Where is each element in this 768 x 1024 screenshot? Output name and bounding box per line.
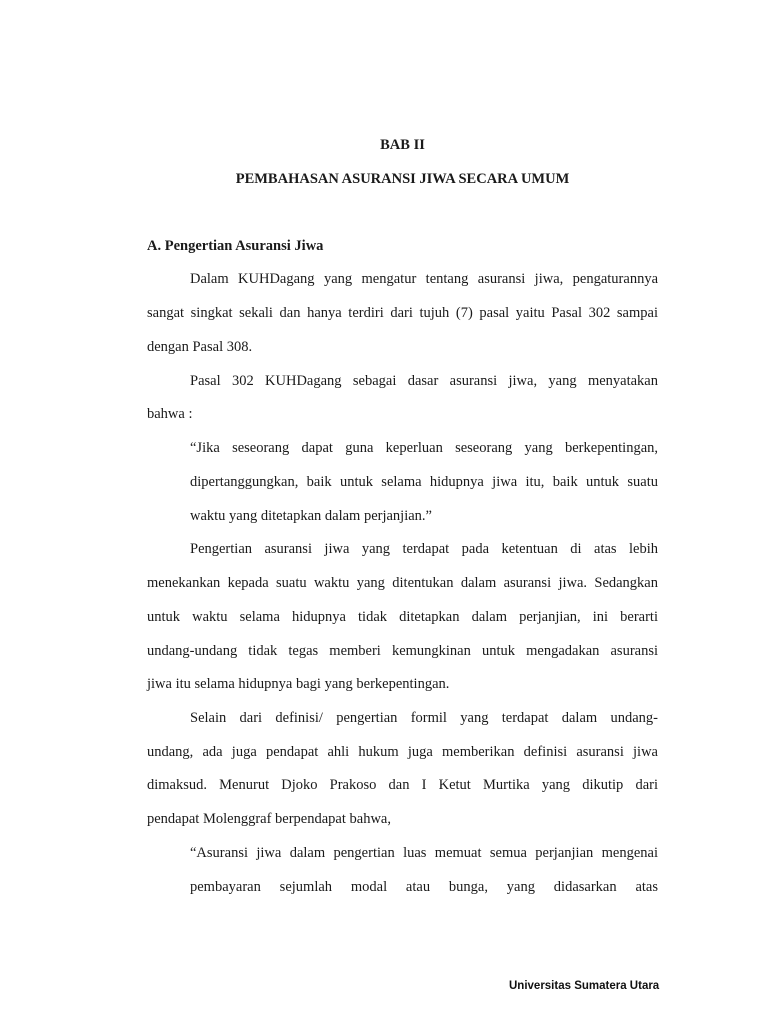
paragraph-line: Pengertian asuransi jiwa yang terdapat pada ketentuan di atas lebih — [190, 541, 658, 557]
paragraph-line: dimaksud. Menurut Djoko Prakoso dan I Ketut Murtika yang dikutip dari — [147, 777, 658, 793]
footer-institution: Universitas Sumatera Utara — [509, 980, 660, 992]
quote-line: “Jika seseorang dapat guna keperluan seseorang yang berkepentingan, — [190, 440, 658, 456]
chapter-title: PEMBAHASAN ASURANSI JIWA SECARA UMUM — [235, 171, 570, 187]
paragraph-line: Dalam KUHDagang yang mengatur tentang asuransi jiwa, pengaturannya — [190, 271, 658, 287]
paragraph-line: sangat singkat sekali dan hanya terdiri dari tujuh (7) pasal yaitu Pasal 302 sampai — [147, 305, 658, 321]
quote-line: “Asuransi jiwa dalam pengertian luas memuat semua perjanjian mengenai — [190, 845, 658, 861]
quote-line: pembayaran sejumlah modal atau bunga, yang didasarkan atas — [190, 879, 658, 895]
paragraph-line: undang-undang tidak tegas memberi kemungkinan untuk mengadakan asuransi — [147, 643, 658, 659]
quote-line: waktu yang ditetapkan dalam perjanjian.” — [190, 508, 432, 524]
paragraph-line: Pasal 302 KUHDagang sebagai dasar asuransi jiwa, yang menyatakan — [190, 373, 658, 389]
paragraph-line: menekankan kepada suatu waktu yang ditentukan dalam asuransi jiwa. Sedangkan — [147, 575, 658, 591]
quote-line: dipertanggungkan, baik untuk selama hidupnya jiwa itu, baik untuk suatu — [190, 474, 658, 490]
paragraph-line: undang, ada juga pendapat ahli hukum juga memberikan definisi asuransi jiwa — [147, 744, 658, 760]
chapter-number: BAB II — [380, 137, 425, 153]
paragraph-line: dengan Pasal 308. — [147, 339, 253, 355]
paragraph-line: Selain dari definisi/ pengertian formil yang terdapat dalam undang- — [190, 710, 658, 726]
section-heading: A. Pengertian Asuransi Jiwa — [147, 238, 324, 254]
paragraph-line: jiwa itu selama hidupnya bagi yang berkepentingan. — [147, 676, 450, 692]
paragraph-line: pendapat Molenggraf berpendapat bahwa, — [147, 811, 391, 827]
paragraph-line: untuk waktu selama hidupnya tidak ditetapkan dalam perjanjian, ini berarti — [147, 609, 658, 625]
paragraph-line: bahwa : — [147, 406, 193, 422]
